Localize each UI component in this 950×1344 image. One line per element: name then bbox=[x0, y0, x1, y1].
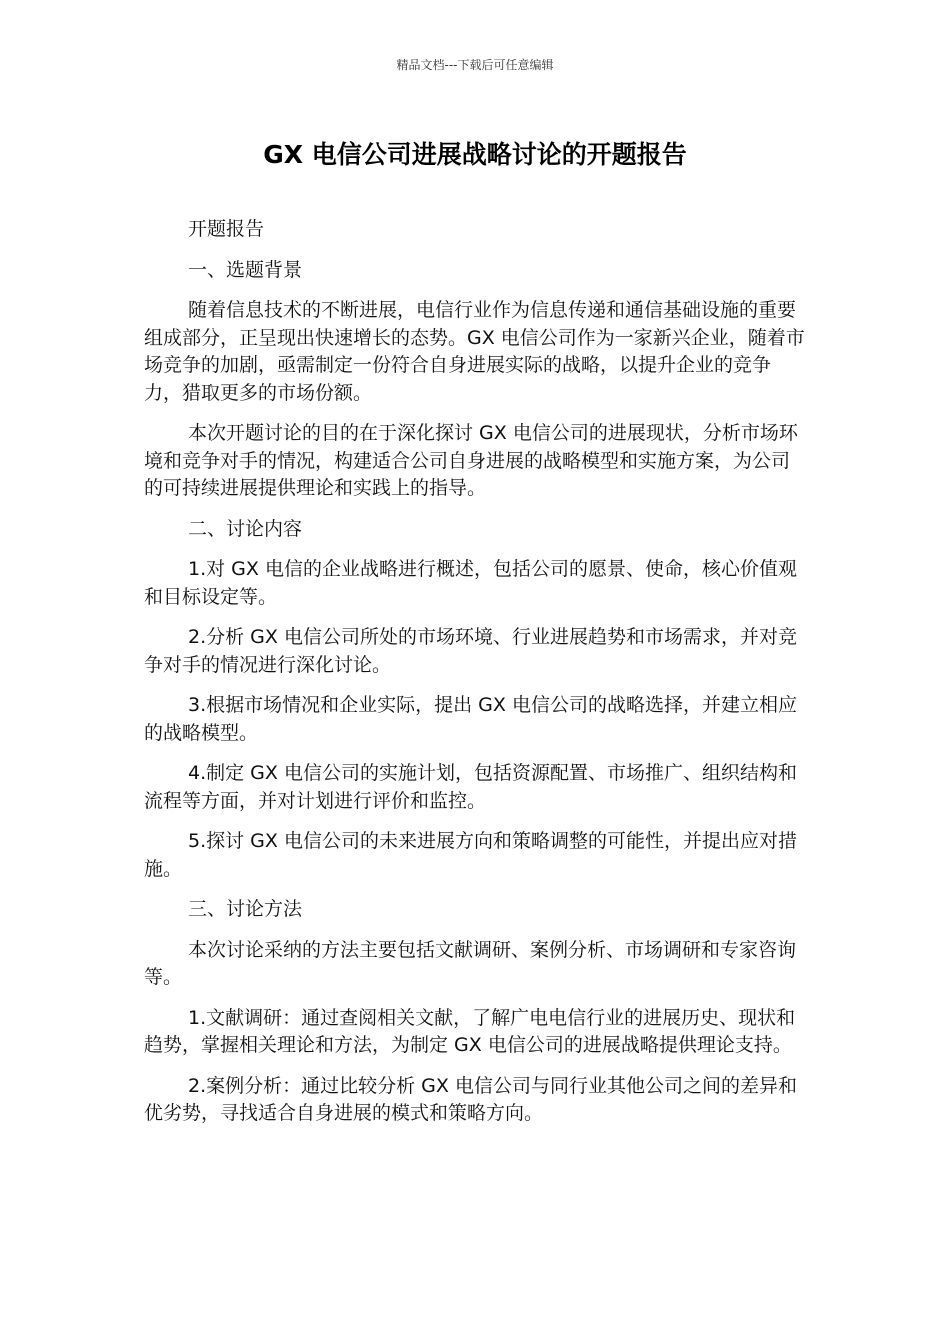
section-heading-content: 二、讨论内容 bbox=[188, 517, 303, 540]
content-item-3: 3.根据市场情况和企业实际，提出 GX 电信公司的战略选择，并建立相应的战略模型。 bbox=[144, 694, 797, 744]
paragraph-purpose: 本次开题讨论的目的在于深化探讨 GX 电信公司的进展现状，分析市场环境和竞争对手的情况，构建适合公司自身进展的战略模型和实施方案，为公司的可持续进展提供理论和实践上的指导。 bbox=[144, 422, 798, 499]
section-heading-methods: 三、讨论方法 bbox=[188, 898, 303, 920]
content-item-1: 1.对 GX 电信的企业战略进行概述，包括公司的愿景、使命，核心价值观和目标设定等。 bbox=[144, 558, 797, 608]
content-item-5: 5.探讨 GX 电信公司的未来进展方向和策略调整的可能性，并提出应对措施。 bbox=[144, 830, 797, 880]
document-title: GX 电信公司进展战略讨论的开题报告 bbox=[263, 140, 687, 169]
method-item-1: 1.文献调研：通过查阅相关文献，了解广电电信行业的进展历史、现状和趋势，掌握相关理论和方法，为制定 GX 电信公司的进展战略提供理论支持。 bbox=[144, 1006, 796, 1056]
content-item-2: 2.分析 GX 电信公司所处的市场环境、行业进展趋势和市场需求，并对竞争对手的情况进行深化讨论。 bbox=[144, 626, 797, 676]
paragraph-report-label: 开题报告 bbox=[188, 218, 265, 240]
section-heading-background: 一、选题背景 bbox=[188, 258, 303, 281]
document-body bbox=[144, 216, 806, 1141]
method-item-2: 2.案例分析：通过比较分析 GX 电信公司与同行业其他公司之间的差异和优劣势，寻找适合自身进展的模式和策略方向。 bbox=[144, 1074, 797, 1124]
page-header: 精品文档---下载后可任意编辑 bbox=[396, 58, 554, 72]
paragraph-background: 随着信息技术的不断进展，电信行业作为信息传递和通信基础设施的重要组成部分，正呈现出快速增长的态势。GX 电信公司作为一家新兴企业，随着市场竞争的加剧，亟需制定一份符合自身进展实际的战略，以提升企业的竞争力，猎取更多的市场份额。 bbox=[144, 299, 805, 404]
paragraph-methods-intro: 本次讨论采纳的方法主要包括文献调研、案例分析、市场调研和专家咨询等。 bbox=[144, 938, 797, 988]
content-item-4: 4.制定 GX 电信公司的实施计划，包括资源配置、市场推广、组织结构和流程等方面，并对计划进行评价和监控。 bbox=[144, 762, 797, 812]
